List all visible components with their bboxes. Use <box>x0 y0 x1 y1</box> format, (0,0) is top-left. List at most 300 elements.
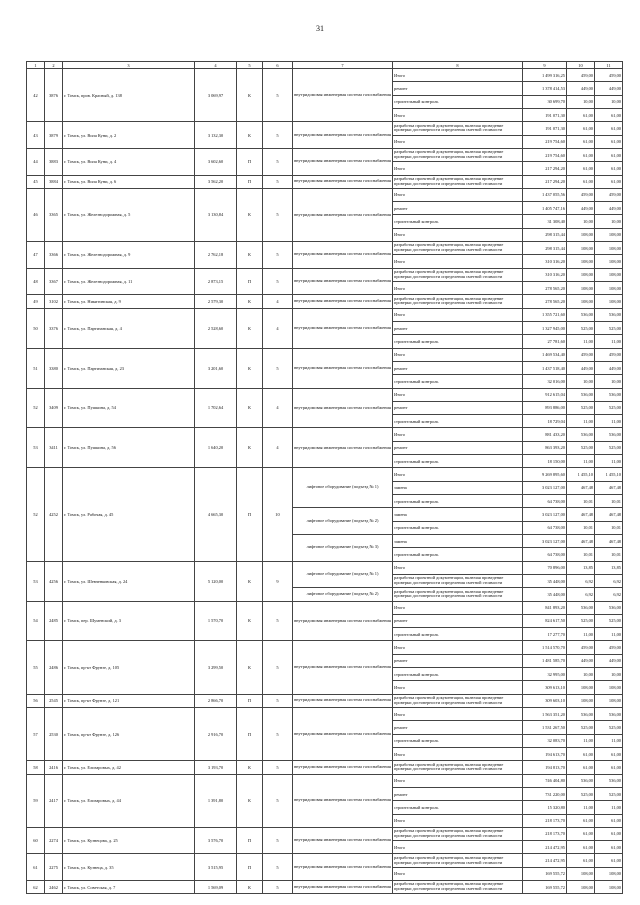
unit-cost-cell: 449,00 <box>567 654 595 667</box>
unit-cost-cell: 11,00 <box>567 801 595 814</box>
address-cell: г. Томск, пр-кт Фрунзе, д. 126 <box>63 708 195 761</box>
work-type-cell: ремонт <box>393 654 523 667</box>
wall-type-cell: К <box>237 388 263 428</box>
max-cost-cell: 61,00 <box>595 148 623 161</box>
unit-cost-cell: 449,00 <box>567 82 595 95</box>
column-number-row <box>27 62 623 69</box>
max-cost-cell: 61,00 <box>595 108 623 121</box>
column-number-cell: 6 <box>263 62 293 69</box>
system-cell: внутридомовая инженерная система газоснабжения <box>293 122 393 149</box>
address-cell: г. Томск, пер. Шуменский, д. 3 <box>63 601 195 641</box>
house-id-cell: 2417 <box>45 774 63 827</box>
row-number-cell: 58 <box>27 761 45 774</box>
work-type-cell: ремонт <box>393 441 523 454</box>
cost-cell: 298 315,44 <box>523 242 567 255</box>
cost-cell: 1 378 414,53 <box>523 82 567 95</box>
row-number-cell: 61 <box>27 854 45 881</box>
max-cost-cell: 61,00 <box>595 854 623 867</box>
system-cell: лифтовое оборудование (подъезд № 2) <box>293 508 393 535</box>
unit-cost-cell: 108,00 <box>567 295 595 308</box>
table-row <box>27 268 623 281</box>
unit-cost-cell: 459,00 <box>567 641 595 654</box>
wall-type-cell: К <box>237 641 263 694</box>
wall-type-cell: П <box>237 708 263 761</box>
cost-cell: 1 514 570,70 <box>523 641 567 654</box>
wall-type-cell: К <box>237 69 263 122</box>
unit-cost-cell: 536,00 <box>567 388 595 401</box>
cost-cell: 3 023 127,00 <box>523 534 567 547</box>
unit-cost-cell: 449,00 <box>567 361 595 374</box>
house-id-cell: 2462 <box>45 881 63 894</box>
wall-type-cell: К <box>237 561 263 601</box>
house-id-cell: 3876 <box>45 69 63 122</box>
cost-cell: 841 893,20 <box>523 601 567 614</box>
floors-cell: 5 <box>263 881 293 894</box>
row-number-cell: 55 <box>27 641 45 694</box>
max-cost-cell: 61,00 <box>595 135 623 148</box>
max-cost-cell: 108,00 <box>595 228 623 241</box>
cost-cell: 70 896,00 <box>523 561 567 574</box>
cost-cell: 194 813,70 <box>523 761 567 774</box>
cost-cell: 863 393,20 <box>523 441 567 454</box>
work-type-cell: Итого <box>393 282 523 295</box>
max-cost-cell: 10,01 <box>595 521 623 534</box>
unit-cost-cell: 61,00 <box>567 761 595 774</box>
cost-cell: 881 433,20 <box>523 428 567 441</box>
max-cost-cell: 11,00 <box>595 734 623 747</box>
max-cost-cell: 467,48 <box>595 481 623 494</box>
unit-cost-cell: 61,00 <box>567 108 595 121</box>
table-row <box>27 881 623 894</box>
system-cell: лифтовое оборудование (подъезд № 3) <box>293 534 393 561</box>
address-cell: г. Томск, ул. Партизанская, д. 4 <box>63 308 195 348</box>
table-row <box>27 761 623 774</box>
unit-cost-cell: 459,00 <box>567 69 595 82</box>
house-id-cell: 2416 <box>45 761 63 774</box>
unit-cost-cell: 525,00 <box>567 321 595 334</box>
work-type-cell: разработка проектной документации, включая проведение проверки достоверности определения сметной стоимости <box>393 761 523 774</box>
system-cell: внутридомовая инженерная система газоснабжения <box>293 708 393 761</box>
house-id-cell: 4256 <box>45 561 63 601</box>
unit-cost-cell: 61,00 <box>567 122 595 135</box>
unit-cost-cell: 10,00 <box>567 668 595 681</box>
max-cost-cell: 459,00 <box>595 69 623 82</box>
floors-cell: 5 <box>263 268 293 295</box>
cost-cell: 169 555,72 <box>523 867 567 880</box>
floors-cell: 5 <box>263 774 293 827</box>
system-cell: внутридомовая инженерная система газоснабжения <box>293 188 393 241</box>
house-id-cell: 3409 <box>45 388 63 428</box>
cost-cell: 35 448,00 <box>523 574 567 587</box>
cost-cell: 1 355 721,60 <box>523 308 567 321</box>
row-number-cell: 54 <box>27 601 45 641</box>
cost-cell: 310 316,20 <box>523 268 567 281</box>
work-type-cell: строительный контроль <box>393 455 523 468</box>
work-type-cell: Итого <box>393 708 523 721</box>
system-cell: внутридомовая инженерная система газоснабжения <box>293 268 393 295</box>
address-cell: г. Томск, ул. Кузнецова, д. 25 <box>63 827 195 854</box>
house-id-cell: 3102 <box>45 295 63 308</box>
work-type-cell: строительный контроль <box>393 375 523 388</box>
max-cost-cell: 459,00 <box>595 188 623 201</box>
row-number-cell: 52 <box>27 388 45 428</box>
floors-cell: 5 <box>263 122 293 149</box>
cost-cell: 218 173,70 <box>523 814 567 827</box>
address-cell: г. Томск, пров. Красный, д. 138 <box>63 69 195 122</box>
max-cost-cell: 449,00 <box>595 654 623 667</box>
work-type-cell: Итого <box>393 774 523 787</box>
cost-cell: 35 448,00 <box>523 588 567 601</box>
work-type-cell: Итого <box>393 428 523 441</box>
house-id-cell: 2486 <box>45 641 63 694</box>
system-cell: внутридомовая инженерная система газоснабжения <box>293 881 393 894</box>
row-number-cell: 43 <box>27 122 45 149</box>
unit-cost-cell: 525,00 <box>567 401 595 414</box>
house-id-cell: 2274 <box>45 827 63 854</box>
cost-cell: 32 083,70 <box>523 734 567 747</box>
unit-cost-cell: 10,01 <box>567 548 595 561</box>
work-type-cell: ремонт <box>393 361 523 374</box>
max-cost-cell: 108,00 <box>595 242 623 255</box>
area-cell: 2 762,18 <box>195 242 237 269</box>
area-cell: 3 299,50 <box>195 641 237 694</box>
table-row <box>27 708 623 721</box>
area-cell: 1 702,64 <box>195 388 237 428</box>
unit-cost-cell: 11,00 <box>567 455 595 468</box>
work-type-cell: ремонт <box>393 82 523 95</box>
system-cell: внутридомовая инженерная система газоснабжения <box>293 295 393 308</box>
area-cell: 1 391,80 <box>195 774 237 827</box>
unit-cost-cell: 467,48 <box>567 534 595 547</box>
work-type-cell: разработка проектной документации, включая проведение проверки достоверности определения сметной стоимости <box>393 268 523 281</box>
cost-cell: 746 404,80 <box>523 774 567 787</box>
area-cell: 1 640,20 <box>195 428 237 468</box>
max-cost-cell: 61,00 <box>595 175 623 188</box>
system-cell: лифтовое оборудование (подъезд № 1) <box>293 561 393 588</box>
system-cell: внутридомовая инженерная система газоснабжения <box>293 69 393 122</box>
unit-cost-cell: 467,48 <box>567 508 595 521</box>
work-type-cell: Итого <box>393 108 523 121</box>
row-number-cell: 44 <box>27 148 45 175</box>
floors-cell: 5 <box>263 175 293 188</box>
unit-cost-cell: 108,00 <box>567 881 595 894</box>
address-cell: г. Томск, ул. Пушкина, д. 54 <box>63 388 195 428</box>
system-cell: внутридомовая инженерная система газоснабжения <box>293 388 393 428</box>
max-cost-cell: 1 455,10 <box>595 468 623 481</box>
wall-type-cell: К <box>237 428 263 468</box>
table-row <box>27 854 623 867</box>
work-type-cell: замена <box>393 481 523 494</box>
work-type-cell: замена <box>393 508 523 521</box>
unit-cost-cell: 108,00 <box>567 282 595 295</box>
address-cell: г. Томск, ул. Елизаровых, д. 44 <box>63 774 195 827</box>
work-type-cell: Итого <box>393 681 523 694</box>
max-cost-cell: 525,00 <box>595 321 623 334</box>
system-cell: лифтовое оборудование (подъезд № 1) <box>293 468 393 508</box>
unit-cost-cell: 61,00 <box>567 841 595 854</box>
floors-cell: 5 <box>263 188 293 241</box>
address-cell: г. Томск, ул. Вила Куни, д. 4 <box>63 148 195 175</box>
max-cost-cell: 10,01 <box>595 548 623 561</box>
wall-type-cell: П <box>237 175 263 188</box>
work-type-cell: Итого <box>393 135 523 148</box>
work-type-cell: Итого <box>393 841 523 854</box>
work-type-cell: ремонт <box>393 401 523 414</box>
work-type-cell: строительный контроль <box>393 521 523 534</box>
cost-cell: 64 738,00 <box>523 495 567 508</box>
wall-type-cell: К <box>237 122 263 149</box>
max-cost-cell: 467,48 <box>595 508 623 521</box>
floors-cell: 5 <box>263 761 293 774</box>
max-cost-cell: 108,00 <box>595 881 623 894</box>
cost-cell: 15 320,80 <box>523 801 567 814</box>
cost-cell: 64 738,00 <box>523 521 567 534</box>
cost-cell: 18 150,00 <box>523 455 567 468</box>
cost-cell: 278 565,20 <box>523 282 567 295</box>
area-cell: 3 130,84 <box>195 188 237 241</box>
unit-cost-cell: 525,00 <box>567 787 595 800</box>
area-cell: 2 528,60 <box>195 308 237 348</box>
max-cost-cell: 11,00 <box>595 628 623 641</box>
wall-type-cell: П <box>237 148 263 175</box>
cost-cell: 309 603,10 <box>523 694 567 707</box>
floors-cell: 4 <box>263 308 293 348</box>
page-number: 31 <box>316 24 324 33</box>
unit-cost-cell: 536,00 <box>567 601 595 614</box>
address-cell: г. Томск, ул. Никитинская, д. 9 <box>63 295 195 308</box>
cost-cell: 1 499 316,25 <box>523 69 567 82</box>
table-row <box>27 148 623 161</box>
house-id-cell: 3879 <box>45 122 63 149</box>
work-type-cell: разработка проектной документации, включая проведение проверки достоверности определения сметной стоимости <box>393 694 523 707</box>
max-cost-cell: 108,00 <box>595 867 623 880</box>
floors-cell: 5 <box>263 601 293 641</box>
work-type-cell: строительный контроль <box>393 495 523 508</box>
work-type-cell: ремонт <box>393 321 523 334</box>
max-cost-cell: 449,00 <box>595 361 623 374</box>
address-cell: г. Томск, ул. Партизанская, д. 23 <box>63 348 195 388</box>
work-type-cell: строительный контроль <box>393 215 523 228</box>
floors-cell: 4 <box>263 295 293 308</box>
max-cost-cell: 536,00 <box>595 308 623 321</box>
table-row <box>27 188 623 201</box>
cost-cell: 9 269 895,60 <box>523 468 567 481</box>
area-cell: 5 120,00 <box>195 561 237 601</box>
unit-cost-cell: 10,01 <box>567 495 595 508</box>
column-number-cell: 3 <box>63 62 195 69</box>
cost-cell: 731 220,00 <box>523 787 567 800</box>
house-id-cell: 3883 <box>45 148 63 175</box>
table-row <box>27 468 623 481</box>
address-cell: г. Томск, ул. Шевченковская, д. 24 <box>63 561 195 601</box>
max-cost-cell: 13,85 <box>595 561 623 574</box>
wall-type-cell: П <box>237 854 263 881</box>
cost-cell: 217 294,20 <box>523 175 567 188</box>
system-cell: внутридомовая инженерная система газоснабжения <box>293 175 393 188</box>
system-cell: внутридомовая инженерная система газоснабжения <box>293 601 393 641</box>
table-row <box>27 428 623 441</box>
unit-cost-cell: 13,85 <box>567 561 595 574</box>
house-id-cell: 3367 <box>45 268 63 295</box>
wall-type-cell: К <box>237 242 263 269</box>
unit-cost-cell: 6,92 <box>567 574 595 587</box>
area-cell: 2 579,30 <box>195 295 237 308</box>
column-number-cell: 2 <box>45 62 63 69</box>
cost-cell: 1 481 585,70 <box>523 654 567 667</box>
work-type-cell: Итого <box>393 814 523 827</box>
house-id-cell: 2545 <box>45 694 63 707</box>
cost-cell: 298 315,44 <box>523 228 567 241</box>
works-table <box>26 61 623 894</box>
floors-cell: 5 <box>263 854 293 881</box>
cost-cell: 1 327 945,00 <box>523 321 567 334</box>
work-type-cell: разработка проектной документации, включая проведение проверки достоверности определения сметной стоимости <box>393 854 523 867</box>
unit-cost-cell: 108,00 <box>567 867 595 880</box>
wall-type-cell: К <box>237 881 263 894</box>
max-cost-cell: 525,00 <box>595 614 623 627</box>
floors-cell: 5 <box>263 708 293 761</box>
cost-cell: 194 613,70 <box>523 747 567 760</box>
max-cost-cell: 525,00 <box>595 441 623 454</box>
unit-cost-cell: 108,00 <box>567 694 595 707</box>
row-number-cell: 49 <box>27 295 45 308</box>
unit-cost-cell: 10,00 <box>567 95 595 108</box>
table-row <box>27 308 623 321</box>
wall-type-cell: П <box>237 268 263 295</box>
table-row <box>27 694 623 707</box>
wall-type-cell: П <box>237 827 263 854</box>
work-type-cell: разработка проектной документации, включая проведение проверки достоверности определения сметной стоимости <box>393 574 523 587</box>
area-cell: 3 069,97 <box>195 69 237 122</box>
unit-cost-cell: 61,00 <box>567 162 595 175</box>
work-type-cell: разработка проектной документации, включая проведение проверки достоверности определения сметной стоимости <box>393 827 523 840</box>
floors-cell: 5 <box>263 641 293 694</box>
unit-cost-cell: 108,00 <box>567 228 595 241</box>
cost-cell: 214 472,95 <box>523 841 567 854</box>
cost-cell: 27 781,60 <box>523 335 567 348</box>
max-cost-cell: 61,00 <box>595 122 623 135</box>
cost-cell: 191 071,30 <box>523 122 567 135</box>
cost-cell: 3 023 127,00 <box>523 481 567 494</box>
system-cell: внутридомовая инженерная система газоснабжения <box>293 854 393 881</box>
table-row <box>27 641 623 654</box>
max-cost-cell: 61,00 <box>595 747 623 760</box>
floors-cell: 5 <box>263 69 293 122</box>
cost-cell: 3 023 127,00 <box>523 508 567 521</box>
cost-cell: 31 308,40 <box>523 215 567 228</box>
row-number-cell: 50 <box>27 308 45 348</box>
table-row <box>27 601 623 614</box>
cost-cell: 191 071,30 <box>523 108 567 121</box>
max-cost-cell: 11,00 <box>595 335 623 348</box>
max-cost-cell: 11,00 <box>595 801 623 814</box>
system-cell: внутридомовая инженерная система газоснабжения <box>293 308 393 348</box>
unit-cost-cell: 11,00 <box>567 628 595 641</box>
wall-type-cell: П <box>237 468 263 561</box>
work-type-cell: ремонт <box>393 614 523 627</box>
unit-cost-cell: 6,92 <box>567 588 595 601</box>
work-type-cell: Итого <box>393 468 523 481</box>
unit-cost-cell: 61,00 <box>567 148 595 161</box>
table-row <box>27 175 623 188</box>
area-cell: 3 602,60 <box>195 148 237 175</box>
wall-type-cell: П <box>237 694 263 707</box>
unit-cost-cell: 108,00 <box>567 268 595 281</box>
work-type-cell: Итого <box>393 601 523 614</box>
cost-cell: 1 531 267,50 <box>523 721 567 734</box>
max-cost-cell: 467,48 <box>595 534 623 547</box>
house-id-cell: 3380 <box>45 348 63 388</box>
unit-cost-cell: 61,00 <box>567 827 595 840</box>
work-type-cell: разработка проектной документации, включая проведение проверки достоверности определения сметной стоимости <box>393 881 523 894</box>
cost-cell: 169 555,72 <box>523 881 567 894</box>
cost-cell: 18 729,04 <box>523 415 567 428</box>
address-cell: г. Томск, ул. Пушкина, д. 56 <box>63 428 195 468</box>
max-cost-cell: 459,00 <box>595 348 623 361</box>
max-cost-cell: 525,00 <box>595 787 623 800</box>
work-type-cell: строительный контроль <box>393 95 523 108</box>
column-number-cell: 1 <box>27 62 45 69</box>
work-type-cell: Итого <box>393 867 523 880</box>
address-cell: г. Томск, пр-кт Фрунзе, д. 121 <box>63 694 195 707</box>
address-cell: г. Томск, ул. Кузнеца, д. 35 <box>63 854 195 881</box>
unit-cost-cell: 459,00 <box>567 188 595 201</box>
unit-cost-cell: 61,00 <box>567 747 595 760</box>
system-cell: внутридомовая инженерная система газоснабжения <box>293 641 393 694</box>
unit-cost-cell: 536,00 <box>567 774 595 787</box>
row-number-cell: 53 <box>27 561 45 601</box>
max-cost-cell: 11,00 <box>595 415 623 428</box>
address-cell: г. Томск, ул. Рабочая, д. 45 <box>63 468 195 561</box>
house-id-cell: 3411 <box>45 428 63 468</box>
cost-cell: 32 995,00 <box>523 668 567 681</box>
unit-cost-cell: 536,00 <box>567 428 595 441</box>
max-cost-cell: 10,00 <box>595 215 623 228</box>
work-type-cell: строительный контроль <box>393 734 523 747</box>
address-cell: г. Томск, ул. Вила Куни, д. 2 <box>63 122 195 149</box>
wall-type-cell: К <box>237 601 263 641</box>
unit-cost-cell: 61,00 <box>567 854 595 867</box>
cost-cell: 310 316,20 <box>523 255 567 268</box>
row-number-cell: 57 <box>27 708 45 761</box>
work-type-cell: разработка проектной документации, включая проведение проверки достоверности определения сметной стоимости <box>393 588 523 601</box>
row-number-cell: 62 <box>27 881 45 894</box>
max-cost-cell: 536,00 <box>595 708 623 721</box>
work-type-cell: ремонт <box>393 721 523 734</box>
work-type-cell: Итого <box>393 348 523 361</box>
area-cell: 4 665,30 <box>195 468 237 561</box>
row-number-cell: 60 <box>27 827 45 854</box>
work-type-cell: ремонт <box>393 202 523 215</box>
wall-type-cell: К <box>237 348 263 388</box>
table-row <box>27 242 623 255</box>
floors-cell: 4 <box>263 388 293 428</box>
cost-cell: 17 277,70 <box>523 628 567 641</box>
max-cost-cell: 6,92 <box>595 588 623 601</box>
area-cell: 1 570,70 <box>195 601 237 641</box>
max-cost-cell: 10,00 <box>595 668 623 681</box>
floors-cell: 10 <box>263 468 293 561</box>
cost-cell: 1 405 747,16 <box>523 202 567 215</box>
house-id-cell: 3366 <box>45 242 63 269</box>
area-cell: 2 866,70 <box>195 694 237 707</box>
max-cost-cell: 459,00 <box>595 641 623 654</box>
wall-type-cell: К <box>237 761 263 774</box>
work-type-cell: разработка проектной документации, включая проведение проверки достоверности определения сметной стоимости <box>393 242 523 255</box>
work-type-cell: строительный контроль <box>393 415 523 428</box>
max-cost-cell: 449,00 <box>595 82 623 95</box>
address-cell: г. Томск, ул. Железнодорожная, д. 9 <box>63 242 195 269</box>
